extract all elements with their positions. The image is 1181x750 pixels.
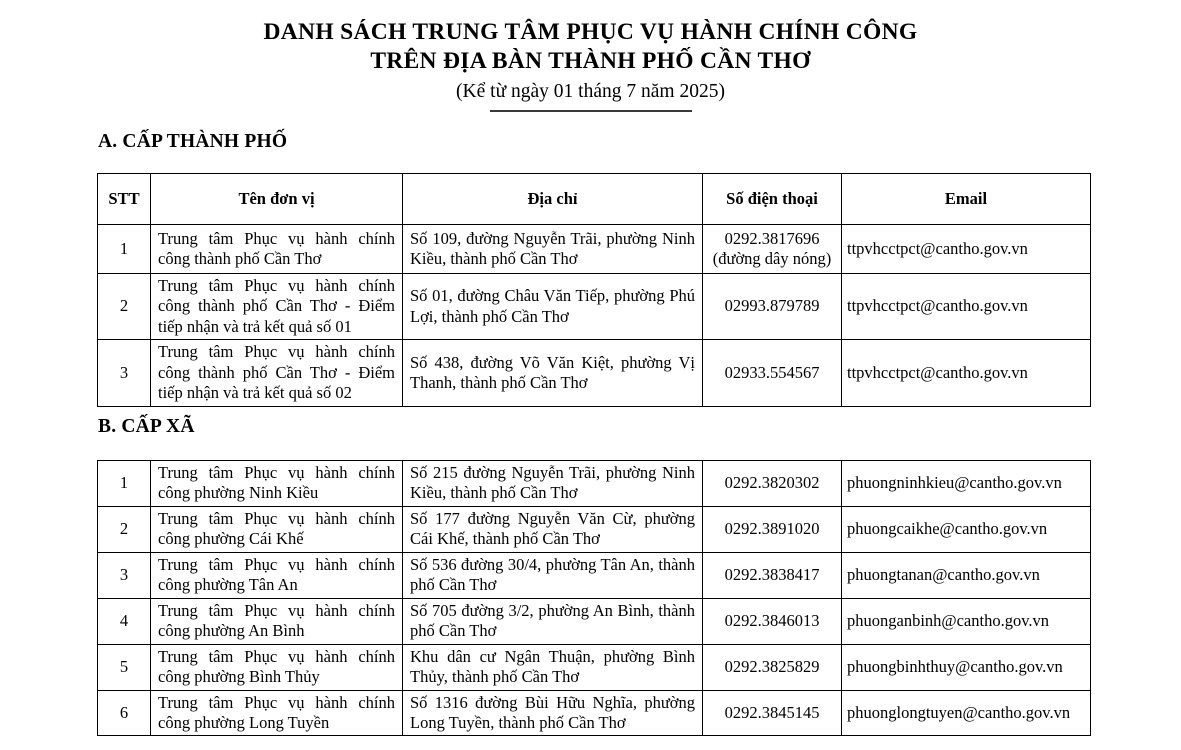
subtitle-underline-rule — [490, 110, 692, 112]
cell-address: Số 215 đường Nguyễn Trãi, phường Ninh Kiều, thành phố Cần Thơ — [403, 461, 703, 507]
cell-stt: 5 — [98, 644, 151, 690]
cell-phone: 0292.3846013 — [703, 598, 842, 644]
cell-stt: 2 — [98, 274, 151, 340]
cell-address: Số 536 đường 30/4, phường Tân An, thành phố Cần Thơ — [403, 552, 703, 598]
document-subtitle-block — [0, 80, 1181, 111]
table-row — [98, 552, 1091, 598]
table-row — [98, 274, 1091, 340]
table-row — [98, 506, 1091, 552]
cell-phone — [703, 225, 842, 274]
ward-level-table — [97, 460, 1091, 736]
section-a-heading: A. CẤP THÀNH PHỐ — [98, 131, 288, 152]
cell-name: Trung tâm Phục vụ hành chính công phường An Bình — [151, 598, 403, 644]
cell-name: Trung tâm Phục vụ hành chính công phường Ninh Kiều — [151, 461, 403, 507]
cell-stt: 6 — [98, 690, 151, 736]
cell-phone: 0292.3820302 — [703, 461, 842, 507]
cell-phone: 0292.3891020 — [703, 506, 842, 552]
cell-email: phuonganbinh@cantho.gov.vn — [842, 598, 1091, 644]
column-header-stt: STT — [98, 174, 151, 225]
table-row — [98, 461, 1091, 507]
cell-email: phuongtanan@cantho.gov.vn — [842, 552, 1091, 598]
section-b-heading: B. CẤP XÃ — [98, 416, 195, 437]
cell-email: phuonglongtuyen@cantho.gov.vn — [842, 690, 1091, 736]
cell-email: phuongcaikhe@cantho.gov.vn — [842, 506, 1091, 552]
table-row — [98, 598, 1091, 644]
cell-stt: 2 — [98, 506, 151, 552]
cell-address: Số 01, đường Châu Văn Tiếp, phường Phú Lợi, thành phố Cần Thơ — [403, 274, 703, 340]
cell-name: Trung tâm Phục vụ hành chính công phường Tân An — [151, 552, 403, 598]
document-title-line-1: DANH SÁCH TRUNG TÂM PHỤC VỤ HÀNH CHÍNH CÔNG — [263, 19, 918, 45]
cell-email: phuongbinhthuy@cantho.gov.vn — [842, 644, 1091, 690]
cell-address: Số 177 đường Nguyễn Văn Cừ, phường Cái Khế, thành phố Cần Thơ — [403, 506, 703, 552]
phone-note: (đường dây nóng) — [712, 249, 832, 268]
table-header-row — [98, 174, 1091, 225]
cell-address: Số 1316 đường Bùi Hữu Nghĩa, phường Long Tuyền, thành phố Cần Thơ — [403, 690, 703, 736]
ward-level-table-body — [98, 461, 1091, 736]
column-header-email: Email — [842, 174, 1091, 225]
city-level-table-body — [98, 225, 1091, 407]
cell-address: Khu dân cư Ngân Thuận, phường Bình Thủy, thành phố Cần Thơ — [403, 644, 703, 690]
cell-email: ttpvhcctpct@cantho.gov.vn — [842, 225, 1091, 274]
city-level-table — [97, 173, 1091, 407]
table-row — [98, 690, 1091, 736]
cell-email: ttpvhcctpct@cantho.gov.vn — [842, 340, 1091, 406]
cell-name: Trung tâm Phục vụ hành chính công thành phố Cần Thơ — [151, 225, 403, 274]
cell-name: Trung tâm Phục vụ hành chính công thành phố Cần Thơ - Điểm tiếp nhận và trả kết quả số 01 — [151, 274, 403, 340]
document-title-block — [0, 0, 1181, 112]
cell-email: ttpvhcctpct@cantho.gov.vn — [842, 274, 1091, 340]
cell-stt: 3 — [98, 552, 151, 598]
column-header-address: Địa chỉ — [403, 174, 703, 225]
table-row — [98, 644, 1091, 690]
cell-phone: 0292.3838417 — [703, 552, 842, 598]
cell-name: Trung tâm Phục vụ hành chính công phường Bình Thủy — [151, 644, 403, 690]
cell-email: phuongninhkieu@cantho.gov.vn — [842, 461, 1091, 507]
cell-address: Số 438, đường Võ Văn Kiệt, phường Vị Thanh, thành phố Cần Thơ — [403, 340, 703, 406]
cell-name: Trung tâm Phục vụ hành chính công phường Cái Khế — [151, 506, 403, 552]
document-title-line-2: TRÊN ĐỊA BÀN THÀNH PHỐ CẦN THƠ — [370, 47, 811, 74]
cell-address: Số 109, đường Nguyễn Trãi, phường Ninh Kiều, thành phố Cần Thơ — [403, 225, 703, 274]
cell-stt: 4 — [98, 598, 151, 644]
table-row — [98, 225, 1091, 274]
cell-stt: 1 — [98, 225, 151, 274]
document-subtitle: (Kể từ ngày 01 tháng 7 năm 2025) — [456, 81, 725, 103]
cell-name: Trung tâm Phục vụ hành chính công phường Long Tuyền — [151, 690, 403, 736]
cell-stt: 3 — [98, 340, 151, 406]
cell-address: Số 705 đường 3/2, phường An Bình, thành phố Cần Thơ — [403, 598, 703, 644]
cell-phone: 0292.3825829 — [703, 644, 842, 690]
city-level-table-head — [98, 174, 1091, 225]
table-row — [98, 340, 1091, 406]
cell-phone: 0292.3845145 — [703, 690, 842, 736]
phone-number: 0292.3817696 — [724, 228, 820, 248]
column-header-name: Tên đơn vị — [151, 174, 403, 225]
cell-phone: 02993.879789 — [703, 274, 842, 340]
cell-stt: 1 — [98, 461, 151, 507]
cell-name: Trung tâm Phục vụ hành chính công thành phố Cần Thơ - Điểm tiếp nhận và trả kết quả số 02 — [151, 340, 403, 406]
cell-phone: 02933.554567 — [703, 340, 842, 406]
column-header-phone: Số điện thoại — [703, 174, 842, 225]
